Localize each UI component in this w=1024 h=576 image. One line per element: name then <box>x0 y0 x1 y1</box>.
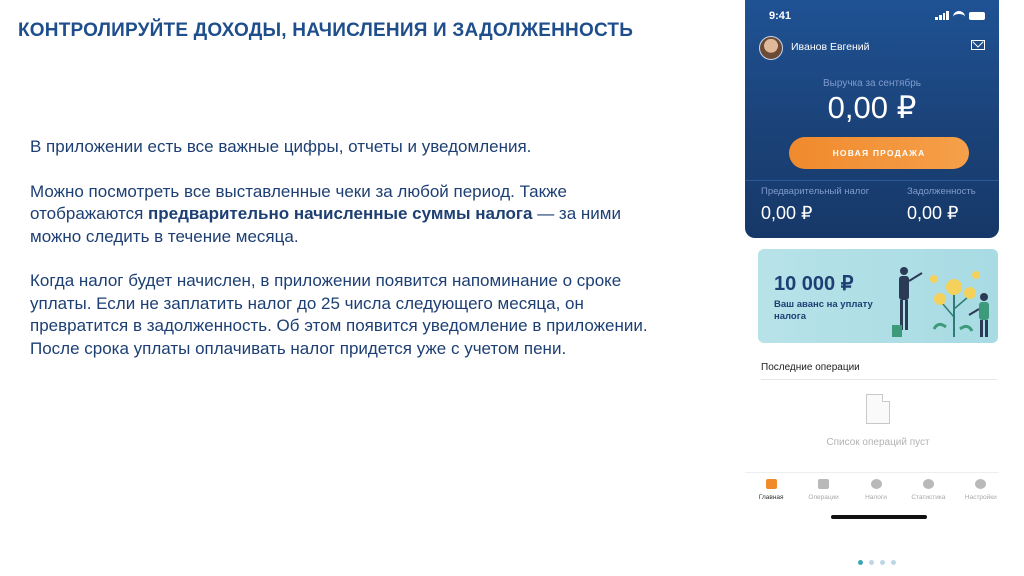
tab-taxes[interactable] <box>850 473 902 509</box>
prelim-tax-label: Предварительный налог <box>761 186 870 197</box>
recent-ops-title: Последние операции <box>761 362 860 373</box>
home-indicator <box>831 515 927 519</box>
prelim-tax-block[interactable] <box>761 186 869 224</box>
promo-amount: 10 000 ₽ <box>774 273 854 295</box>
header-divider <box>745 180 999 181</box>
debt-block[interactable] <box>907 186 976 224</box>
user-row <box>759 36 985 60</box>
paragraph-intro: В приложении есть все важные цифры, отчеты и уведомления. <box>30 137 532 156</box>
person-left-icon <box>892 267 922 337</box>
tab-label: Операции <box>808 494 839 501</box>
ops-divider <box>761 379 997 380</box>
paragraph-penalty: После срока уплаты оплачивать налог придется уже с учетом пени. <box>30 338 567 358</box>
paragraph-receipts-end: — за ними можно следить в течение месяца. <box>30 204 621 246</box>
tab-bar <box>745 472 999 509</box>
paragraph-tax-reminder: Когда налог будет начислен, в приложении появится напоминание о сроке уплаты. Если не заплатить налог до 25 числа следующего месяца, он превратится в задолженность. Об этом появится уведомление в приложении. <box>30 271 648 335</box>
new-sale-button[interactable]: НОВАЯ ПРОДАЖА <box>789 137 969 169</box>
pager-dot[interactable] <box>880 560 885 565</box>
status-time: 9:41 <box>769 10 792 22</box>
promo-illustration <box>884 257 996 341</box>
coins-icon <box>871 479 882 489</box>
tab-settings[interactable] <box>955 473 999 509</box>
system-icons <box>935 11 985 20</box>
signal-icon <box>935 11 949 20</box>
promo-text: Ваш аванс на уплату налога <box>774 299 873 322</box>
mail-icon[interactable] <box>971 40 985 50</box>
revenue-value: 0,00 ₽ <box>827 90 917 125</box>
tab-home[interactable] <box>745 473 797 509</box>
pager-dot-active[interactable] <box>858 560 863 565</box>
pie-chart-icon <box>923 479 934 489</box>
gear-icon <box>975 479 986 489</box>
document-icon <box>866 394 890 424</box>
avatar[interactable] <box>759 36 783 60</box>
prelim-tax-value: 0,00 ₽ <box>761 203 813 223</box>
debt-value: 0,00 ₽ <box>907 203 959 223</box>
status-bar <box>745 0 999 30</box>
wallet-icon <box>818 479 829 489</box>
slide-title: КОНТРОЛИРУЙТЕ ДОХОДЫ, НАЧИСЛЕНИЯ И ЗАДОЛЖЕННОСТЬ <box>18 20 634 41</box>
wifi-icon <box>953 11 965 20</box>
debt-label: Задолженность <box>907 186 976 197</box>
body-text <box>30 136 650 360</box>
battery-icon <box>969 12 985 20</box>
pager-dot[interactable] <box>891 560 896 565</box>
money-tree-icon <box>930 271 980 337</box>
tab-label: Главная <box>758 494 784 501</box>
user-name[interactable]: Иванов Евгений <box>791 41 870 53</box>
promo-banner[interactable] <box>758 249 998 343</box>
phone-header <box>745 0 999 238</box>
slide-pager <box>858 560 896 565</box>
tab-label: Налоги <box>865 494 887 501</box>
tab-label: Статистика <box>911 494 946 501</box>
phone-mockup <box>745 0 999 524</box>
briefcase-icon <box>766 479 777 489</box>
tab-statistics[interactable] <box>902 473 954 509</box>
ops-empty-text: Список операций пуст <box>826 437 930 448</box>
revenue-label: Выручка за сентябрь <box>823 78 921 89</box>
paragraph-receipts-start: Можно посмотреть все выставленные чеки за любой период. Также отображаются <box>30 181 567 223</box>
pager-dot[interactable] <box>869 560 874 565</box>
paragraph-receipts-bold: предварительно начисленные суммы налога <box>148 204 533 223</box>
paragraph-receipts <box>30 181 650 249</box>
tab-label: Настройки <box>964 494 997 501</box>
tab-operations[interactable] <box>797 473 849 509</box>
